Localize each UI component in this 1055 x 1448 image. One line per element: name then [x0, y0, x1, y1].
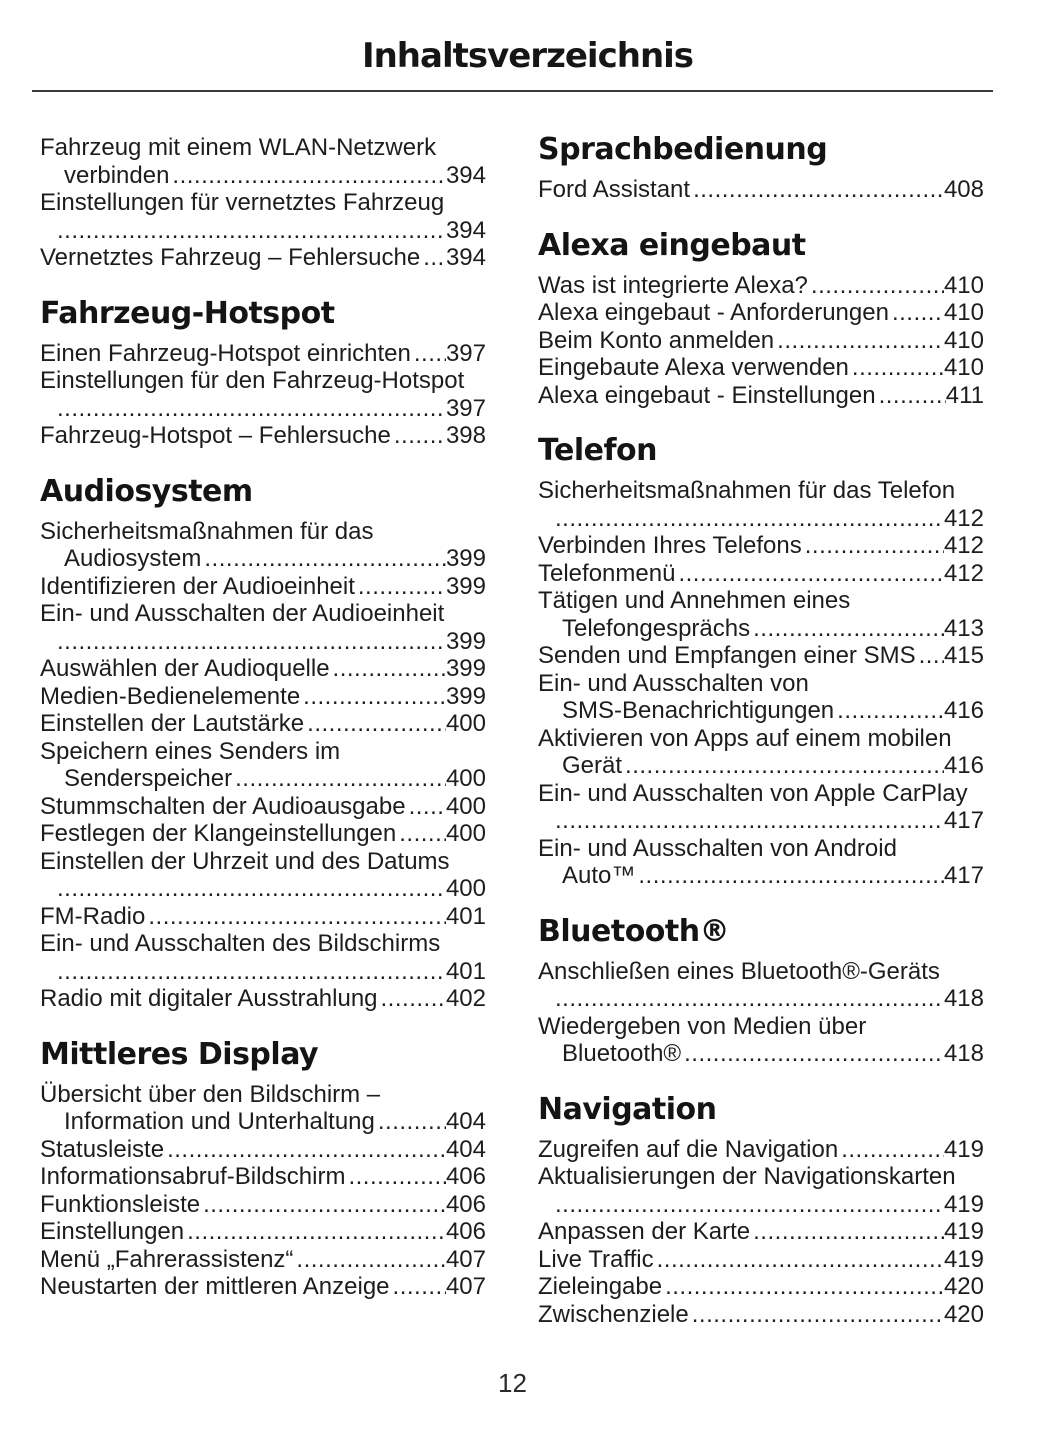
page-number-ref: 410 — [943, 271, 984, 299]
page-number-ref: 418 — [943, 1040, 984, 1067]
toc-entry — [538, 642, 984, 670]
toc-entry-text: Ein- und Ausschalten des Bildschirms — [40, 930, 441, 957]
toc-entry-line — [538, 382, 984, 410]
toc-entry-text: Einstellungen für den Fahrzeug-Hotspot — [40, 367, 465, 394]
toc-entry-text: SMS-Benachrichtigungen — [562, 697, 835, 724]
toc-entry-text: Audiosystem — [64, 545, 202, 572]
toc-entry-text: Gerät — [562, 752, 623, 779]
toc-entry-text: Einen Fahrzeug-Hotspot einrichten — [40, 339, 411, 367]
dotted-leader — [396, 820, 446, 848]
toc-entry-text: Sicherheitsmaßnahmen für das — [40, 517, 374, 545]
toc-entry-line — [40, 903, 486, 931]
page-number-ref: 404 — [445, 1108, 486, 1135]
dotted-leader — [164, 1136, 446, 1164]
dotted-leader — [300, 683, 446, 711]
toc-entry-line — [40, 655, 486, 683]
page-number-ref: 407 — [445, 1245, 486, 1273]
toc-entry — [40, 1191, 486, 1219]
toc-entry-text: Information und Unterhaltung — [64, 1108, 375, 1135]
toc-section — [40, 1036, 486, 1301]
toc-entry-line — [40, 217, 486, 245]
toc-entry — [538, 1246, 984, 1274]
toc-entry — [538, 725, 984, 780]
toc-entry-line — [538, 176, 984, 204]
page-number-ref: 400 — [445, 820, 486, 847]
page-number-ref: 399 — [445, 627, 486, 655]
toc-entry-text: Senden und Empfangen einer SMS — [538, 642, 916, 669]
toc-entry-text: Einstellen der Uhrzeit und des Datums — [40, 847, 450, 875]
toc-entry — [538, 272, 984, 300]
toc-entry-line — [40, 395, 486, 423]
toc-entry — [538, 299, 984, 327]
page-number-ref: 399 — [445, 682, 486, 710]
toc-entry-text: Verbinden Ihres Telefons — [538, 532, 802, 559]
toc-entry — [538, 354, 984, 382]
toc-entry-text: Medien-Bedienelemente — [40, 682, 301, 710]
page-number-ref: 419 — [943, 1135, 984, 1163]
dotted-leader — [654, 1246, 944, 1274]
page-number-ref: 415 — [943, 642, 984, 669]
page-number-ref: 394 — [445, 216, 486, 244]
toc-entry-line — [40, 340, 486, 368]
dotted-leader — [635, 862, 944, 890]
toc-entry — [538, 1163, 984, 1218]
dotted-leader — [411, 340, 446, 368]
toc-entry-text: Ein- und Ausschalten von — [538, 669, 809, 697]
toc-entry-line — [538, 1246, 984, 1274]
toc-entry-text: Vernetztes Fahrzeug – Fehlersuche — [40, 244, 421, 271]
dotted-leader — [802, 532, 944, 560]
toc-entry-text: FM-Radio — [40, 902, 146, 930]
toc-entry-text: Auswählen der Audioquelle — [40, 655, 330, 682]
toc-entry-line — [40, 765, 486, 793]
page-number-ref: 400 — [445, 765, 486, 792]
toc-section — [40, 473, 486, 1013]
dotted-leader — [232, 765, 446, 793]
toc-entry — [538, 477, 984, 532]
toc-entry-line — [40, 958, 486, 986]
toc-entry-line — [538, 752, 984, 780]
dotted-leader — [838, 1136, 944, 1164]
dotted-leader — [552, 505, 944, 533]
page-number-ref: 398 — [445, 422, 486, 449]
page-number-ref: 406 — [445, 1218, 486, 1245]
toc-entry-text: Einstellen der Lautstärke — [40, 710, 305, 737]
page-number-ref: 399 — [445, 655, 486, 682]
toc-entry — [40, 134, 486, 189]
toc-entry — [40, 1081, 486, 1136]
toc-entry-line — [538, 985, 984, 1013]
dotted-leader — [689, 1301, 944, 1329]
toc-entry-text: Fahrzeug mit einem WLAN-Netzwerk — [40, 134, 437, 161]
toc-entry — [40, 1273, 486, 1301]
toc-entry-line — [538, 299, 984, 327]
section-heading: Mittleres Display — [40, 1036, 319, 1072]
toc-entry — [40, 985, 486, 1013]
toc-entry-line — [40, 985, 486, 1013]
toc-entry — [538, 382, 984, 410]
toc-section — [40, 295, 486, 450]
page-number-ref: 412 — [943, 532, 984, 559]
page-number-ref: 407 — [445, 1273, 486, 1300]
dotted-leader — [184, 1218, 446, 1246]
toc-entry — [40, 573, 486, 601]
toc-entry-line — [40, 1191, 486, 1219]
page-number-ref: 412 — [943, 504, 984, 532]
toc-entry — [40, 848, 486, 903]
toc-entry — [538, 835, 984, 890]
toc-entry — [40, 903, 486, 931]
toc-entry-text: Telefonmenü — [538, 559, 676, 587]
page-number-ref: 399 — [445, 545, 486, 572]
dotted-leader — [889, 299, 944, 327]
dotted-leader — [552, 985, 944, 1013]
toc-entry — [538, 958, 984, 1013]
dotted-leader — [552, 807, 944, 835]
toc-entry — [40, 600, 486, 655]
toc-entry-line — [40, 1218, 486, 1246]
page-number-ref: 419 — [943, 1190, 984, 1218]
page-number-ref: 406 — [445, 1163, 486, 1190]
dotted-leader — [876, 382, 946, 410]
toc-entry — [40, 1136, 486, 1164]
toc-entry — [538, 1218, 984, 1246]
toc-entry — [538, 670, 984, 725]
toc-entry — [538, 176, 984, 204]
page-number-ref: 397 — [445, 339, 486, 367]
toc-entry-text: Eingebaute Alexa verwenden — [538, 354, 849, 381]
toc-entry — [40, 340, 486, 368]
toc-entry — [40, 189, 486, 244]
toc-entry-text: Statusleiste — [40, 1135, 165, 1163]
page-title: Inhaltsverzeichnis — [361, 36, 694, 76]
toc-entry-text: Senderspeicher — [64, 765, 233, 792]
toc-entry — [40, 367, 486, 422]
toc-entry-line — [538, 272, 984, 300]
toc-entry-text: Wiedergeben von Medien über — [538, 1012, 867, 1040]
toc-entry-line — [538, 862, 984, 890]
toc-entry-line — [538, 327, 984, 355]
dotted-leader — [375, 1108, 446, 1136]
toc-entry-text: Stummschalten der Audioausgabe — [40, 792, 406, 820]
toc-entry — [538, 560, 984, 588]
toc-entry-text: Fahrzeug-Hotspot – Fehlersuche — [40, 422, 391, 449]
toc-entry-text: Was ist integrierte Alexa? — [538, 271, 808, 299]
page-number-ref: 406 — [445, 1190, 486, 1218]
toc-entry — [40, 683, 486, 711]
toc-entry-text: Bluetooth® — [562, 1040, 682, 1067]
toc-entry-line — [40, 162, 486, 190]
toc-entry-line — [40, 820, 486, 848]
dotted-leader — [330, 655, 446, 683]
toc-entry — [538, 1136, 984, 1164]
dotted-leader — [304, 710, 446, 738]
dotted-leader — [675, 560, 944, 588]
dotted-leader — [406, 793, 446, 821]
toc-entry-text: Alexa eingebaut - Einstellungen — [538, 381, 876, 409]
page-number-ref: 397 — [445, 394, 486, 422]
toc-entry-text: Anpassen der Karte — [538, 1218, 751, 1245]
page-number-ref: 402 — [445, 985, 486, 1012]
toc-entry-line — [538, 1301, 984, 1329]
toc-entry — [40, 738, 486, 793]
toc-entry-line — [40, 683, 486, 711]
toc-entry — [40, 1246, 486, 1274]
toc-entry-text: Radio mit digitaler Ausstrahlung — [40, 985, 378, 1012]
toc-entry-line — [40, 545, 486, 573]
page-number-ref: 410 — [943, 326, 984, 354]
page-number-ref: 408 — [943, 176, 984, 203]
toc-entry-line — [538, 642, 984, 670]
toc-section — [538, 1091, 984, 1329]
section-heading: Bluetooth® — [538, 913, 730, 949]
toc-entry — [40, 930, 486, 985]
toc-entry-text: Ford Assistant — [538, 176, 691, 203]
dotted-leader — [750, 1218, 944, 1246]
dotted-leader — [145, 903, 446, 931]
page-number-ref: 420 — [943, 1300, 984, 1328]
toc-entry — [40, 820, 486, 848]
toc-entry-text: Übersicht über den Bildschirm – — [40, 1080, 381, 1108]
dotted-leader — [200, 1191, 446, 1219]
toc-entry-line — [538, 505, 984, 533]
toc-entry — [40, 518, 486, 573]
page-number-ref: 420 — [943, 1273, 984, 1300]
toc-section — [40, 134, 486, 272]
toc-entry — [538, 327, 984, 355]
section-heading: Telefon — [538, 433, 657, 468]
toc-entry-line — [538, 560, 984, 588]
toc-entry-line — [538, 697, 984, 725]
toc-entry-text: Ein- und Ausschalten von Apple CarPlay — [538, 779, 968, 807]
toc-entry-text: verbinden — [64, 161, 170, 189]
toc-entry-text: Einstellungen — [40, 1218, 185, 1245]
toc-entry-line — [40, 1246, 486, 1274]
dotted-leader — [552, 1191, 944, 1219]
toc-entry-text: Einstellungen für vernetztes Fahrzeug — [40, 189, 445, 216]
toc-entry — [40, 1218, 486, 1246]
toc-entry-line — [538, 1218, 984, 1246]
toc-entry-line — [40, 1273, 486, 1301]
dotted-leader — [662, 1273, 944, 1301]
toc-entry-text: Alexa eingebaut - Anforderungen — [538, 299, 889, 326]
toc-entry-text: Ein- und Ausschalten der Audioeinheit — [40, 600, 445, 627]
toc-entry-text: Auto™ — [562, 862, 636, 889]
toc-entry-line — [538, 615, 984, 643]
toc-entry — [538, 587, 984, 642]
toc-entry — [538, 1273, 984, 1301]
toc-entry-line — [40, 875, 486, 903]
toc-entry-line — [538, 354, 984, 382]
page-number-ref: 410 — [943, 299, 984, 326]
toc-entry-text: Aktualisierungen der Navigationskarten — [538, 1163, 956, 1190]
page-number-ref: 416 — [943, 697, 984, 724]
toc-entry-text: Zwischenziele — [538, 1300, 689, 1328]
page-number-ref: 400 — [445, 792, 486, 820]
toc-section — [538, 913, 984, 1068]
dotted-leader — [622, 752, 944, 780]
page-number-ref: 400 — [445, 875, 486, 902]
toc-section — [538, 435, 984, 890]
dotted-leader — [916, 642, 944, 670]
page-number-ref: 400 — [445, 710, 486, 737]
toc-entry — [40, 422, 486, 450]
toc-entry-line — [538, 1191, 984, 1219]
toc-entry — [538, 1301, 984, 1329]
toc-section — [538, 227, 984, 410]
toc-entry-text: Telefongesprächs — [562, 614, 751, 642]
page-number: 12 — [498, 1368, 527, 1398]
toc-entry-text: Zugreifen auf die Navigation — [538, 1135, 839, 1163]
dotted-leader — [834, 697, 944, 725]
dotted-leader — [54, 217, 446, 245]
toc-columns — [40, 134, 1055, 1328]
dotted-leader — [378, 985, 446, 1013]
dotted-leader — [391, 422, 446, 450]
page-number-ref: 411 — [945, 381, 984, 409]
toc-entry-text: Sicherheitsmaßnahmen für das Telefon — [538, 477, 956, 504]
page-number-ref: 418 — [943, 985, 984, 1012]
toc-entry-text: Aktivieren von Apps auf einem mobilen — [538, 724, 952, 752]
dotted-leader — [420, 244, 446, 272]
page-number-ref: 410 — [943, 354, 984, 381]
dotted-leader — [808, 272, 944, 300]
dotted-leader — [681, 1040, 944, 1068]
section-heading: Sprachbedienung — [538, 132, 828, 167]
page-number-ref: 419 — [943, 1245, 984, 1273]
toc-entry-line — [538, 807, 984, 835]
dotted-leader — [54, 628, 446, 656]
toc-entry — [40, 710, 486, 738]
page-number-ref: 417 — [943, 862, 984, 889]
toc-entry-text: Tätigen und Annehmen eines — [538, 587, 851, 614]
toc-entry-text: Speichern eines Senders im — [40, 737, 341, 765]
toc-entry-text: Beim Konto anmelden — [538, 326, 775, 354]
toc-entry-line — [40, 793, 486, 821]
dotted-leader — [293, 1246, 446, 1274]
toc-entry-text: Live Traffic — [538, 1245, 654, 1273]
page-number-ref: 412 — [943, 559, 984, 587]
dotted-leader — [750, 615, 944, 643]
page-number-ref: 413 — [943, 614, 984, 642]
toc-entry — [538, 1013, 984, 1068]
toc-entry-line — [40, 1108, 486, 1136]
toc-entry-line — [40, 1136, 486, 1164]
toc-entry — [538, 532, 984, 560]
dotted-leader — [169, 162, 446, 190]
dotted-leader — [54, 395, 446, 423]
toc-entry-text: Identifizieren der Audioeinheit — [40, 572, 355, 600]
toc-entry — [40, 793, 486, 821]
page-number-ref: 417 — [943, 807, 984, 834]
dotted-leader — [774, 327, 944, 355]
section-heading: Audiosystem — [40, 473, 253, 509]
toc-entry-text: Funktionsleiste — [40, 1190, 201, 1218]
dotted-leader — [849, 354, 944, 382]
toc-entry-text: Informationsabruf-Bildschirm — [40, 1163, 346, 1190]
dotted-leader — [201, 545, 446, 573]
toc-entry-text: Menü „Fahrerassistenz“ — [40, 1245, 294, 1273]
toc-entry-line — [40, 710, 486, 738]
toc-section — [538, 134, 984, 204]
toc-entry — [40, 1163, 486, 1191]
toc-column — [40, 134, 486, 1328]
toc-entry-line — [538, 532, 984, 560]
page-number-ref: 401 — [445, 957, 486, 985]
dotted-leader — [54, 875, 446, 903]
section-heading: Fahrzeug-Hotspot — [40, 295, 335, 331]
toc-entry-line — [538, 1040, 984, 1068]
toc-entry-line — [40, 422, 486, 450]
toc-column — [538, 134, 984, 1328]
dotted-leader — [355, 573, 446, 601]
toc-entry-text: Neustarten der mittleren Anzeige — [40, 1273, 390, 1300]
toc-entry-text: Ein- und Ausschalten von Android — [538, 834, 897, 862]
page-number-ref: 394 — [445, 161, 486, 189]
toc-entry-text: Anschließen eines Bluetooth®-Geräts — [538, 957, 940, 985]
title-divider — [32, 90, 993, 92]
page-number-ref: 419 — [943, 1218, 984, 1245]
page-number-ref: 401 — [445, 902, 486, 930]
section-heading: Navigation — [538, 1091, 717, 1127]
toc-entry-line — [40, 1163, 486, 1191]
page-number-ref: 416 — [943, 752, 984, 779]
toc-entry-line — [40, 628, 486, 656]
toc-entry — [40, 655, 486, 683]
toc-entry — [538, 780, 984, 835]
toc-entry-line — [538, 1273, 984, 1301]
toc-entry-text: Zieleingabe — [538, 1273, 663, 1300]
toc-entry-line — [40, 573, 486, 601]
page-number-ref: 394 — [445, 244, 486, 271]
toc-entry-line — [538, 1136, 984, 1164]
page-number-ref: 399 — [445, 572, 486, 600]
toc-entry-line — [40, 244, 486, 272]
dotted-leader — [54, 958, 446, 986]
toc-entry — [40, 244, 486, 272]
section-heading: Alexa eingebaut — [538, 227, 806, 263]
dotted-leader — [690, 176, 944, 204]
page-number-ref: 404 — [445, 1135, 486, 1163]
toc-entry-text: Festlegen der Klangeinstellungen — [40, 820, 397, 847]
dotted-leader — [390, 1273, 446, 1301]
dotted-leader — [345, 1163, 446, 1191]
